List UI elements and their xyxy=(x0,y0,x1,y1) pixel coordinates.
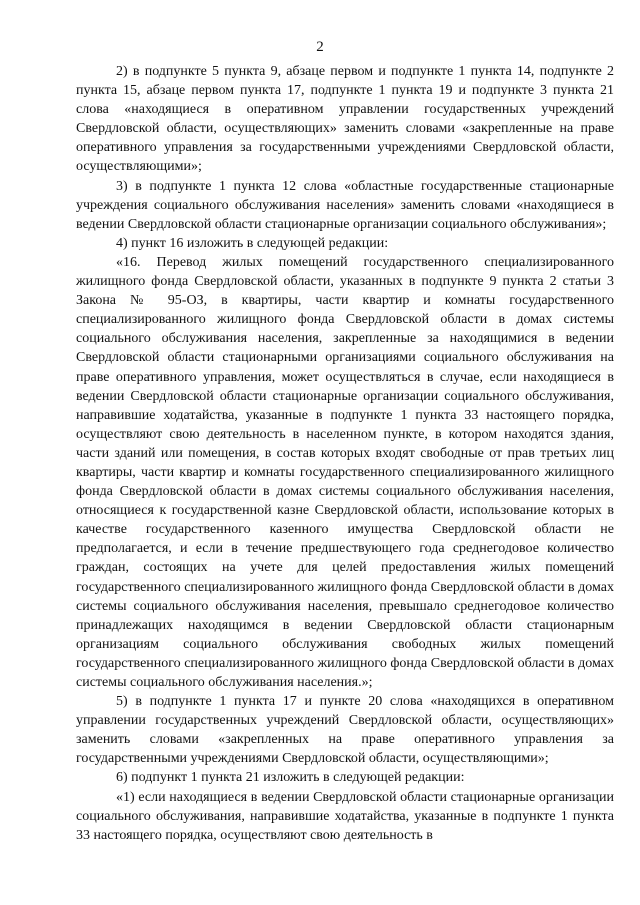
paragraph-item-4: 4) пункт 16 изложить в следующей редакции: xyxy=(116,235,389,251)
paragraph-item-3: 3) в подпункте 1 пункта 12 слова «областные государственные стационарные учреждения социального обслуживания населения» заменить словами «находящиеся в ведении Свердловской области стационарные организации социального обслуживания»; xyxy=(76,178,614,232)
page-number: 2 xyxy=(316,39,324,55)
paragraph-point-16-text: «16. Перевод жилых помещений государственного специализированного жилищного фонда Свердловской области, указанных в подпункте 9 пункта 2 статьи 3 Закона № 95-ОЗ, в квартиры, части квартир и комнаты государственного специализированного жилищного фонда Свердловской области в домах системы социального обслуживания населения, закрепленные за находящимися в ведении Свердловской области стационарными организациями социального обслуживания на праве оперативного управления, может осуществляться в случае, если находящиеся в ведении Свердловской области стационарные организации социального обслуживания, направившие ходатайства, указанные в подпункте 1 пункта 33 настоящего порядка, осуществляют свою деятельность в населенном пункте, в котором находятся здания, части зданий или помещения, в состав которых входят свободные от прав третьих лиц квартиры, части квартир и комнаты государственного специализированного жилищного фонда Свердловской области в домах системы социального обслуживания населения, относящиеся к государственной казне Свердловской области, использование которых в качестве государственного казенного имущества Свердловской области не предполагается, и если в течение предшествующего года среднегодовое количество граждан, состоящих на учете для целей предоставления жилых помещений государственного специализированного жилищного фонда Свердловской области в домах системы социального обслуживания населения, превышало среднегодовое количество принадлежащих находящимся в ведении Свердловской области стационарным организациям социального обслуживания свободных жилых помещений государственного специализированного жилищного фонда Свердловской области в домах системы социального обслуживания населения.»; xyxy=(76,254,614,690)
document-body xyxy=(76,62,614,845)
paragraph-item-6: 6) подпункт 1 пункта 21 изложить в следующей редакции: xyxy=(116,770,465,786)
paragraph-subpoint-1-text: «1) если находящиеся в ведении Свердловской области стационарные организации социального обслуживания, направившие ходатайства, указанные в подпункте 1 пункта 33 настоящего порядка, осуществляют свою деятельность в xyxy=(76,789,614,843)
paragraph-item-5: 5) в подпункте 1 пункта 17 и пункте 20 слова «находящихся в оперативном управлении государственных учреждений Свердловской области, осуществляющих» заменить словами «закрепленных на праве оперативного управления за государственными учреждениями Свердловской области, осуществляющими»; xyxy=(76,694,614,767)
paragraph-item-2: 2) в подпункте 5 пункта 9, абзаце первом и подпункте 1 пункта 14, подпункте 2 пункта 15, абзаце первом пункта 17, подпункте 1 пункта 19 и подпункте 3 пункта 21 слова «находящиеся в оперативном управлении государственных учреждений Свердловской области, осуществляющих» заменить словами «закрепленные на праве оперативного управления за государственными учреждениями Свердловской области, осуществляющими»; xyxy=(76,64,614,175)
